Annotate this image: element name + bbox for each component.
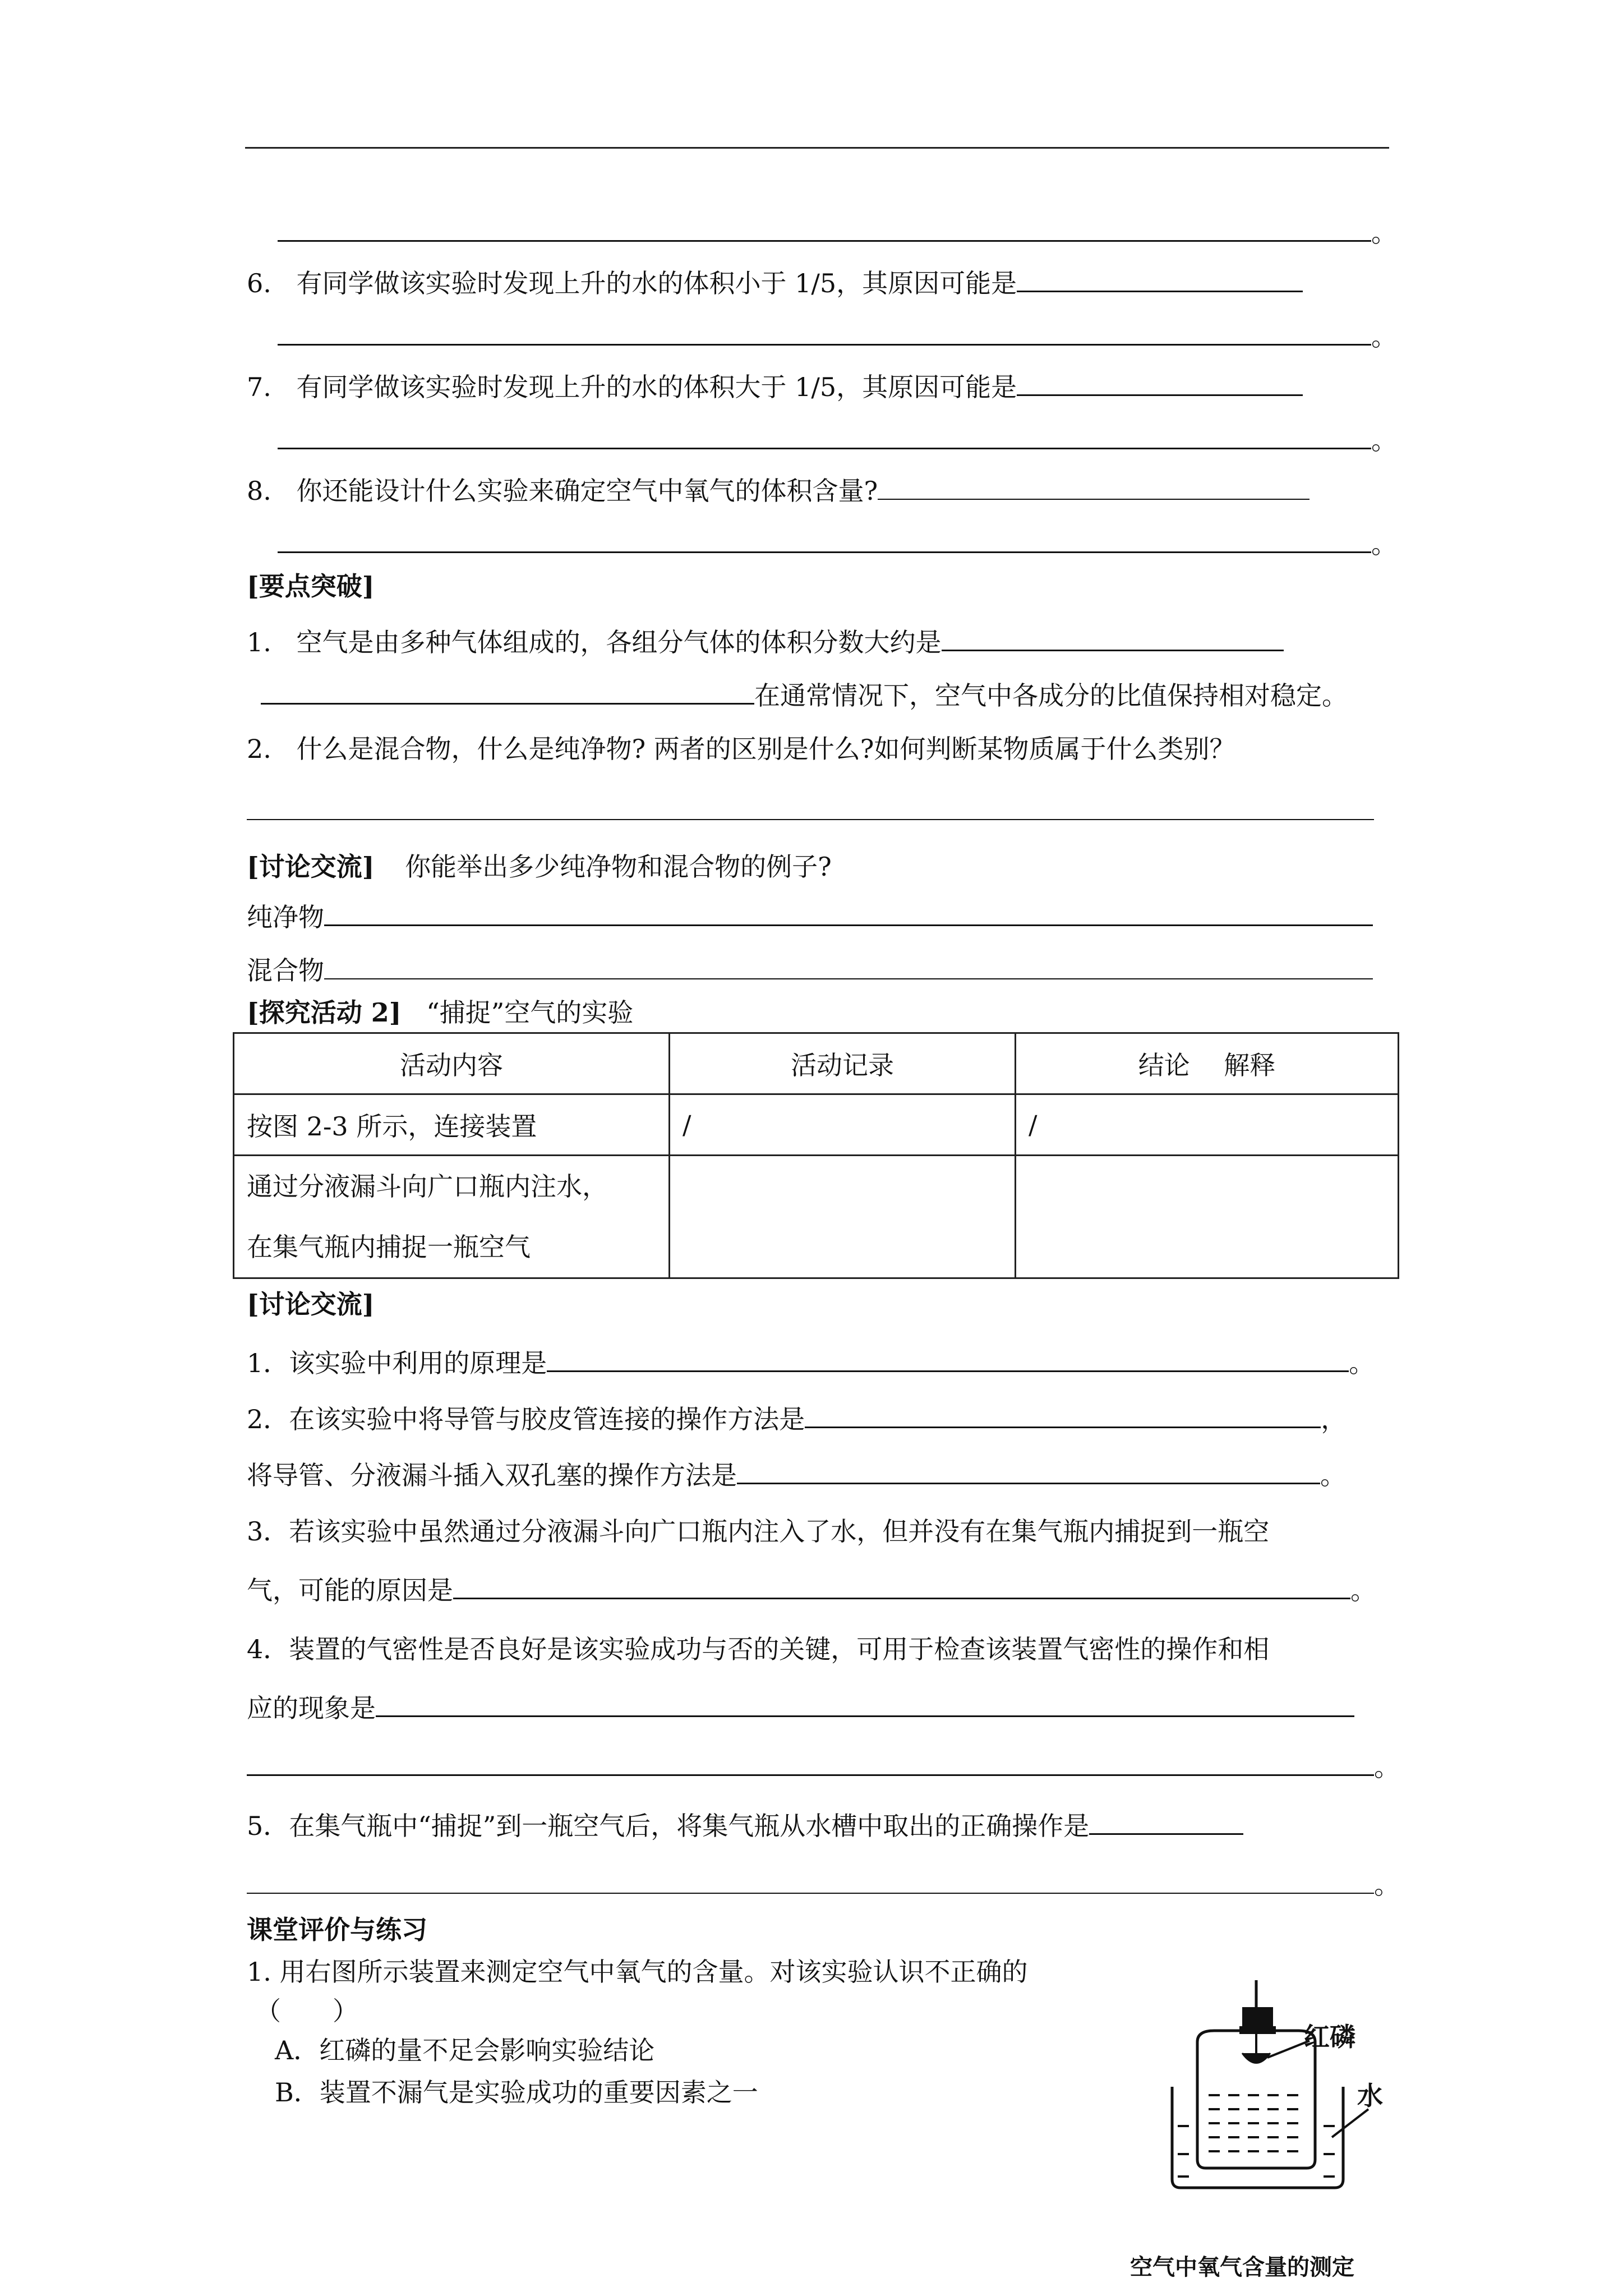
question-text: 将导管、分液漏斗插入双孔塞的操作方法是 xyxy=(247,1460,737,1490)
question-6 xyxy=(247,261,1396,306)
apparatus-figure xyxy=(1130,1975,1394,2289)
header-rule xyxy=(245,147,1389,149)
key-point-2 xyxy=(247,726,1396,771)
practice-q1: 1. 用右图所示装置来测定空气中氧气的含量。对该实验认识不正确的 xyxy=(247,1957,1028,1987)
answer-line-6 xyxy=(247,314,1396,359)
period: 。 xyxy=(1374,1752,1400,1782)
column-header: 活动内容 xyxy=(234,1033,670,1094)
question-text: 空气是由多种气体组成的，各组分气体的体积分数大约是 xyxy=(296,627,942,657)
question-8 xyxy=(247,468,1396,513)
activity-2-title xyxy=(247,990,1396,1035)
period: 。 xyxy=(1320,1460,1346,1490)
period: 。 xyxy=(1371,425,1397,455)
discussion-2-q3b xyxy=(247,1568,1396,1613)
key-point-1 xyxy=(247,620,1396,665)
question-7 xyxy=(247,365,1396,409)
discussion-2-heading: [讨论交流] xyxy=(247,1289,375,1319)
question-text: 有同学做该实验时发现上升的水的体积小于 1/5，其原因可能是 xyxy=(296,268,1017,298)
question-number: 8. xyxy=(247,476,271,506)
answer-blank[interactable] xyxy=(1017,261,1303,292)
period: 。 xyxy=(1350,1575,1376,1605)
answer-blank[interactable] xyxy=(1089,1804,1243,1835)
discussion-2-q2 xyxy=(247,1397,1396,1442)
table-cell[interactable] xyxy=(1016,1156,1399,1278)
practice-heading: 课堂评价与练习 xyxy=(247,1915,427,1945)
column-header: 结论 解释 xyxy=(1016,1033,1399,1094)
answer-blank[interactable] xyxy=(247,1864,1374,1894)
answer-blank[interactable] xyxy=(1017,365,1303,396)
answer-blank[interactable] xyxy=(324,895,1373,926)
discussion-2-q5 xyxy=(247,1803,1396,1848)
period: 。 xyxy=(1371,321,1397,352)
answer-blank[interactable] xyxy=(376,1686,1354,1717)
discussion-2-q2b xyxy=(247,1453,1396,1498)
discussion-heading: [讨论交流] xyxy=(247,852,375,882)
question-number: 1. xyxy=(247,627,271,657)
cell-line: 在集气瓶内捕捉一瓶空气 xyxy=(247,1232,531,1262)
question-text: 2．在该实验中将导管与胶皮管连接的操作方法是 xyxy=(247,1404,805,1434)
discussion-2-q4a: 4．装置的气密性是否良好是该实验成功与否的关键，可用于检查该装置气密性的操作和相 xyxy=(247,1634,1270,1664)
figure-caption: 空气中氧气含量的测定 xyxy=(1130,2254,1354,2280)
comma: ， xyxy=(1321,1404,1347,1434)
question-text: 你还能设计什么实验来确定空气中氧气的体积含量? xyxy=(296,476,878,506)
question-number: 7. xyxy=(247,372,271,402)
answer-blank[interactable] xyxy=(878,470,1310,500)
question-text: 1．该实验中利用的原理是 xyxy=(247,1348,547,1378)
table-cell[interactable]: / xyxy=(1016,1094,1399,1156)
discussion-2-q1 xyxy=(247,1341,1396,1386)
phosphorus-label: 红磷 xyxy=(1304,2022,1355,2052)
question-text: 在通常情况下，空气中各成分的比值保持相对稳定。 xyxy=(754,680,1348,711)
discussion-prompt: 你能举出多少纯净物和混合物的例子? xyxy=(405,852,832,882)
key-point-1-cont xyxy=(247,673,1396,718)
water-label: 水 xyxy=(1357,2081,1383,2111)
discussion-1 xyxy=(247,844,1396,889)
discussion-2-q5b xyxy=(247,1862,1400,1907)
answer-blank[interactable] xyxy=(278,418,1371,449)
period: 。 xyxy=(1374,1870,1400,1900)
mixture-label: 混合物 xyxy=(247,955,324,986)
answer-blank[interactable] xyxy=(805,1397,1321,1428)
answer-blank[interactable] xyxy=(324,949,1373,979)
question-number: 2. xyxy=(247,734,271,764)
option-a[interactable]: A．红磷的量不足会影响实验结论 xyxy=(275,2035,655,2065)
question-number: 6. xyxy=(247,268,271,298)
pure-label: 纯净物 xyxy=(247,902,324,932)
table-cell[interactable] xyxy=(670,1156,1016,1278)
table-cell: 按图 2-3 所示，连接装置 xyxy=(234,1094,670,1156)
answer-line-7 xyxy=(247,418,1396,463)
question-text: 气，可能的原因是 xyxy=(247,1575,453,1605)
question-text: 有同学做该实验时发现上升的水的体积大于 1/5，其原因可能是 xyxy=(296,372,1017,402)
column-header: 活动记录 xyxy=(670,1033,1016,1094)
discussion-2-q4b xyxy=(247,1686,1396,1731)
discussion-2-q3a: 3．若该实验中虽然通过分液漏斗向广口瓶内注入了水，但并没有在集气瓶内捕捉到一瓶空 xyxy=(247,1516,1270,1547)
table-row xyxy=(234,1156,1399,1278)
answer-paren[interactable]: （ ） xyxy=(255,1996,358,2026)
answer-blank[interactable] xyxy=(247,1745,1374,1776)
activity-title: “捕捉”空气的实验 xyxy=(426,997,634,1028)
answer-blank[interactable] xyxy=(261,674,754,705)
activity-table xyxy=(233,1032,1399,1279)
activity-heading: [探究活动 2] xyxy=(247,997,402,1028)
answer-blank[interactable] xyxy=(547,1341,1349,1372)
mixtures-line xyxy=(247,948,1396,993)
question-text: 应的现象是 xyxy=(247,1693,376,1723)
table-row xyxy=(234,1094,1399,1156)
answer-blank[interactable] xyxy=(942,620,1284,651)
table-cell xyxy=(234,1156,670,1278)
question-text: 5．在集气瓶中“捕捉”到一瓶空气后，将集气瓶从水槽中取出的正确操作是 xyxy=(247,1811,1090,1841)
option-b[interactable]: B．装置不漏气是实验成功的重要因素之一 xyxy=(275,2077,758,2108)
answer-line-8 xyxy=(247,522,1396,567)
answer-blank[interactable] xyxy=(278,522,1371,553)
pure-substances-line xyxy=(247,895,1396,940)
answer-line-5 xyxy=(247,210,1396,255)
answer-blank[interactable] xyxy=(453,1568,1350,1599)
answer-blank[interactable] xyxy=(737,1453,1320,1484)
discussion-2-q4c xyxy=(247,1745,1400,1789)
period: 。 xyxy=(1371,218,1397,248)
period: 。 xyxy=(1371,529,1397,559)
table-cell[interactable]: / xyxy=(670,1094,1016,1156)
question-text: 什么是混合物，什么是纯净物? 两者的区别是什么?如何判断某物质属于什么类别？ xyxy=(296,734,1235,764)
period: 。 xyxy=(1349,1348,1375,1378)
answer-blank[interactable] xyxy=(278,315,1371,346)
key-points-heading: [要点突破] xyxy=(247,571,375,601)
answer-blank[interactable] xyxy=(278,211,1371,242)
table-header-row xyxy=(234,1033,1399,1094)
answer-blank[interactable] xyxy=(247,819,1374,820)
cell-line: 通过分液漏斗向广口瓶内注水， xyxy=(247,1171,608,1202)
